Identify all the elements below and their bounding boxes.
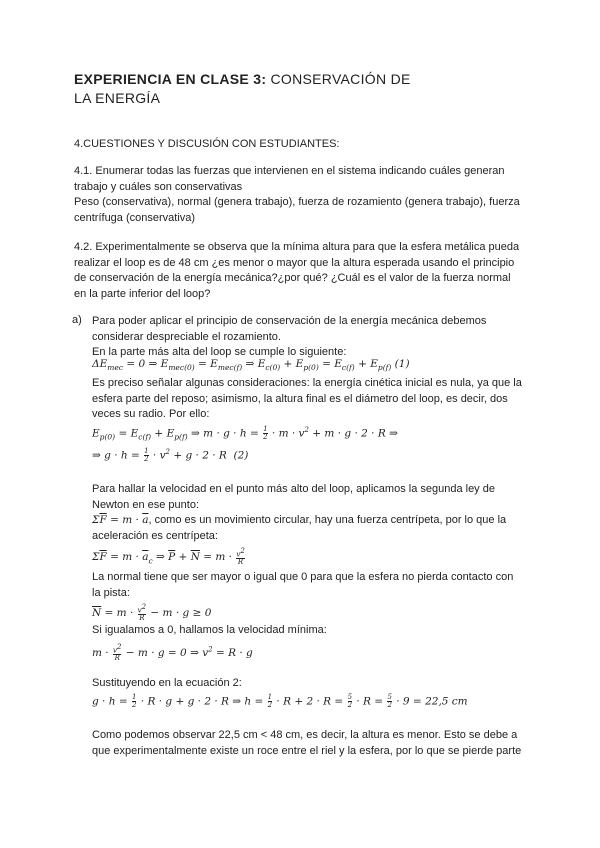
equation-min-velocity: m · $\frac{v^2}{R}$ − m · g = 0 ⇒ $v^2 = R \cdot g$ (92, 643, 253, 663)
answer-line: Si igualamos a 0, hallamos la velocidad mínima: (92, 624, 327, 636)
q2-line: 4.2. Experimentalmente se observa que la mínima altura para que la esfera metálica pueda (74, 241, 520, 253)
normal-paragraph (92, 570, 522, 601)
answer-line: $\Sigma\overline{F} = m \cdot \overline{a}$, como es un movimiento circular, hay una fuerza centrípeta, por lo que la (92, 514, 507, 526)
answer-line: Para poder aplicar el principio de conservación de la energía mecánica debemos (92, 315, 487, 327)
eq2-tag: (2) (233, 449, 249, 462)
equation-result: g · h = $\frac{1}{2}$ · R · g + g · 2 · R ⇒ h = $\frac{1}{2}$ · R + 2 · R = $\frac{5}{2}$ · R = $\frac{5}{2}$ · 9 = 22,5 cm (92, 693, 468, 709)
equation-2: ⇒ g · h = $\frac{1}{2}$ · $v^2 + g \cdot 2 \cdot R$ (2) (92, 447, 249, 463)
title-bold: EXPERIENCIA EN CLASE 3: (74, 71, 267, 87)
q1-line: 4.1. Enumerar todas las fuerzas que intervienen en el sistema indicando cuáles generan (74, 165, 505, 177)
substitution-text (92, 676, 522, 692)
q2-line: realizar el loop es de 48 cm ¿es menor o mayor que la altura esperada usando el principio (74, 256, 515, 269)
answer-line: esfera parte del reposo; asimismo, la altura final es el diámetro del loop, es decir, dos (92, 392, 508, 405)
page-title (74, 70, 514, 108)
answer-line: Sustituyendo en la ecuación 2: (92, 677, 242, 689)
answer-line: Newton en ese punto: (92, 498, 200, 511)
answer-line: la pista: (92, 586, 130, 599)
title-line2: LA ENERGÍA (74, 90, 161, 106)
answer-line: La normal tiene que ser mayor o igual que 0 para que la esfera no pierda contacto con (92, 571, 514, 583)
answer-line: veces su radio. Por ello: (92, 408, 210, 420)
q2-line: de conservación de la energía mecánica?¿por qué? ¿Cuál es el valor de la fuerza normal (74, 272, 511, 284)
newton-inline-text: , como es un movimiento circular, hay una fuerza centrípeta, por lo que la (148, 514, 507, 526)
answer-line: aceleración es centrípeta: (92, 529, 218, 542)
answer-line: Como podemos observar 22,5 cm < 48 cm, es decir, la altura es menor. Esto se debe a (92, 729, 518, 741)
answer-line: que experimentalmente existe un roce entre el riel y la esfera, por lo que se pierde parte (92, 744, 522, 757)
eq1-tag: (1) (394, 358, 410, 370)
section-heading: 4.CUESTIONES Y DISCUSIÓN CON ESTUDIANTES: (74, 138, 340, 150)
result-value: 22,5 cm (425, 695, 468, 708)
equation-centripetal: $\Sigma\overline{F} = m \cdot \overline{a}_c$ ⇒ $\overline{P} + \overline{N} = m$ · $\frac{v^2}{R}$ (92, 547, 245, 567)
q1-line: centrífuga (conservativa) (74, 211, 196, 224)
answer-line: Para hallar la velocidad en el punto más alto del loop, aplicamos la segunda ley de (92, 483, 495, 495)
q1-line: trabajo y cuáles son conservativas (74, 180, 243, 193)
answer-intro (92, 314, 522, 361)
newton-paragraph (92, 482, 522, 544)
title-rest: CONSERVACIÓN DE (266, 71, 411, 87)
question-4-1 (74, 164, 524, 226)
q2-line: en la parte inferior del loop? (74, 287, 211, 300)
equation-normal: $\overline{N} = m$ · $\frac{v^2}{R}$ − m · g ≥ 0 (92, 603, 212, 623)
equation-1: $\Delta E_{mec} = 0$ ⇒ $E_{mec(0)} = E_{mec(f)}$ ⇒ $E_{c(0)} + E_{p(0)} = E_{c(f)} + E_{p(f)}$ (1) (92, 358, 410, 373)
considerations-paragraph (92, 376, 522, 423)
equation-energy-a: $E_{p(0)} = E_{c(f)} + E_{p(f)}$ ⇒ m · g · h = $\frac{1}{2}$ · $m \cdot v^2 + m \cdot g \cdot 2 \cdot R$ ⇒ (92, 425, 398, 442)
q1-line: Peso (conservativa), normal (genera trabajo), fuerza de rozamiento (genera trabajo), fuerza (74, 196, 520, 208)
answer-line: En la parte más alta del loop se cumple lo siguiente: (92, 346, 347, 358)
min-velocity-text (92, 623, 522, 639)
list-marker-a: a) (72, 314, 82, 326)
answer-line: considerar despreciable el rozamiento. (92, 330, 281, 343)
question-4-2 (74, 240, 524, 302)
conclusion-paragraph (92, 728, 522, 759)
answer-line: Es preciso señalar algunas consideraciones: la energía cinética inicial es nula, ya que la (92, 377, 522, 389)
